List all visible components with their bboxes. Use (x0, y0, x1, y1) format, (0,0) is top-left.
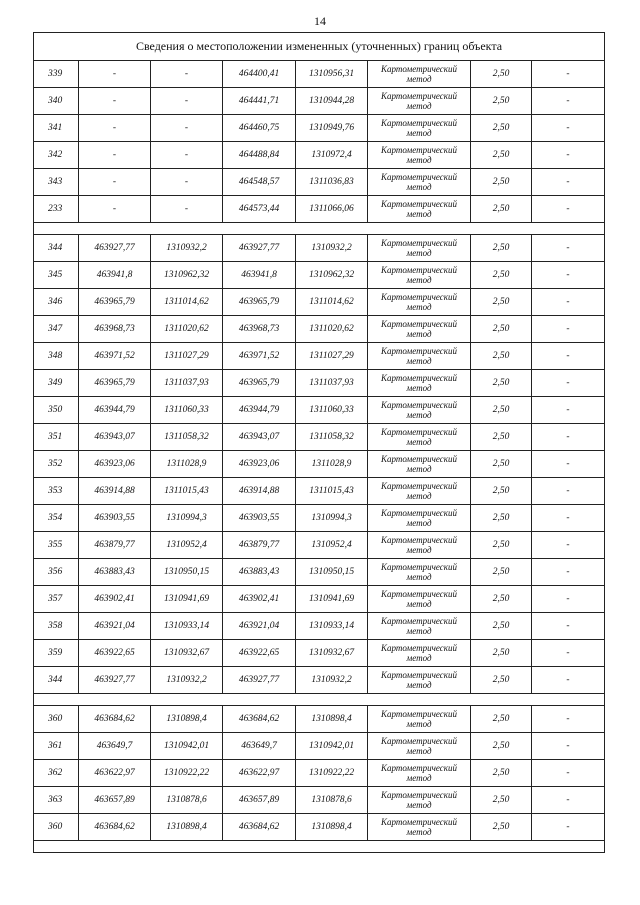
existing-y-cell: 1311028,9 (151, 451, 223, 478)
note-cell: - (532, 760, 605, 787)
point-number-cell: 354 (34, 505, 79, 532)
point-number-cell: 343 (34, 169, 79, 196)
method-cell: Картометрический метод (368, 424, 471, 451)
note-cell: - (532, 787, 605, 814)
section-separator-row (34, 694, 605, 706)
table-title-row (34, 33, 605, 61)
existing-x-cell: - (79, 61, 151, 88)
table-row (34, 532, 605, 559)
refined-x-cell: 463622,97 (223, 760, 296, 787)
section-separator-row (34, 841, 605, 853)
point-number-cell: 363 (34, 787, 79, 814)
method-cell: Картометрический метод (368, 397, 471, 424)
table-row (34, 586, 605, 613)
table-row (34, 61, 605, 88)
existing-y-cell: - (151, 196, 223, 223)
refined-x-cell: 463968,73 (223, 316, 296, 343)
method-cell: Картометрический метод (368, 706, 471, 733)
refined-y-cell: 1310949,76 (296, 115, 368, 142)
refined-x-cell: 463684,62 (223, 706, 296, 733)
existing-x-cell: 463914,88 (79, 478, 151, 505)
note-cell: - (532, 478, 605, 505)
existing-y-cell: 1311014,62 (151, 289, 223, 316)
existing-x-cell: 463902,41 (79, 586, 151, 613)
table-title: Сведения о местоположении измененных (уточненных) границ объекта (34, 33, 605, 61)
method-cell: Картометрический метод (368, 733, 471, 760)
existing-x-cell: 463684,62 (79, 706, 151, 733)
point-number-cell: 345 (34, 262, 79, 289)
note-cell: - (532, 706, 605, 733)
note-cell: - (532, 262, 605, 289)
note-cell: - (532, 532, 605, 559)
method-cell: Картометрический метод (368, 196, 471, 223)
existing-x-cell: 463684,62 (79, 814, 151, 841)
existing-y-cell: 1311020,62 (151, 316, 223, 343)
refined-x-cell: 464548,57 (223, 169, 296, 196)
table-row (34, 706, 605, 733)
existing-x-cell: 463941,8 (79, 262, 151, 289)
existing-y-cell: 1310952,4 (151, 532, 223, 559)
accuracy-cell: 2,50 (471, 760, 532, 787)
section-separator (34, 694, 605, 706)
note-cell: - (532, 115, 605, 142)
existing-x-cell: 463903,55 (79, 505, 151, 532)
table-row (34, 667, 605, 694)
table-row (34, 640, 605, 667)
accuracy-cell: 2,50 (471, 787, 532, 814)
point-number-cell: 357 (34, 586, 79, 613)
refined-x-cell: 464400,41 (223, 61, 296, 88)
existing-x-cell: 463927,77 (79, 667, 151, 694)
refined-y-cell: 1310898,4 (296, 706, 368, 733)
method-cell: Картометрический метод (368, 235, 471, 262)
point-number-cell: 355 (34, 532, 79, 559)
existing-x-cell: - (79, 88, 151, 115)
refined-y-cell: 1310942,01 (296, 733, 368, 760)
refined-x-cell: 463971,52 (223, 343, 296, 370)
note-cell: - (532, 169, 605, 196)
table-row (34, 478, 605, 505)
note-cell: - (532, 370, 605, 397)
refined-y-cell: 1310933,14 (296, 613, 368, 640)
refined-x-cell: 464573,44 (223, 196, 296, 223)
existing-x-cell: 463923,06 (79, 451, 151, 478)
method-cell: Картометрический метод (368, 559, 471, 586)
point-number-cell: 353 (34, 478, 79, 505)
refined-x-cell: 463927,77 (223, 667, 296, 694)
accuracy-cell: 2,50 (471, 115, 532, 142)
method-cell: Картометрический метод (368, 88, 471, 115)
refined-y-cell: 1311037,93 (296, 370, 368, 397)
note-cell: - (532, 814, 605, 841)
accuracy-cell: 2,50 (471, 640, 532, 667)
point-number-cell: 341 (34, 115, 79, 142)
existing-y-cell: 1310932,2 (151, 235, 223, 262)
section-separator (34, 223, 605, 235)
table-row (34, 733, 605, 760)
existing-x-cell: 463965,79 (79, 289, 151, 316)
method-cell: Картометрический метод (368, 478, 471, 505)
method-cell: Картометрический метод (368, 667, 471, 694)
method-cell: Картометрический метод (368, 289, 471, 316)
table-row (34, 343, 605, 370)
refined-x-cell: 463684,62 (223, 814, 296, 841)
refined-x-cell: 463649,7 (223, 733, 296, 760)
refined-x-cell: 464488,84 (223, 142, 296, 169)
refined-y-cell: 1311027,29 (296, 343, 368, 370)
method-cell: Картометрический метод (368, 343, 471, 370)
table-row (34, 196, 605, 223)
existing-x-cell: - (79, 169, 151, 196)
accuracy-cell: 2,50 (471, 289, 532, 316)
existing-x-cell: 463657,89 (79, 787, 151, 814)
existing-x-cell: 463883,43 (79, 559, 151, 586)
note-cell: - (532, 586, 605, 613)
accuracy-cell: 2,50 (471, 478, 532, 505)
method-cell: Картометрический метод (368, 505, 471, 532)
existing-y-cell: - (151, 169, 223, 196)
refined-x-cell: 463914,88 (223, 478, 296, 505)
refined-x-cell: 463921,04 (223, 613, 296, 640)
point-number-cell: 359 (34, 640, 79, 667)
existing-x-cell: 463879,77 (79, 532, 151, 559)
point-number-cell: 356 (34, 559, 79, 586)
table-row (34, 142, 605, 169)
note-cell: - (532, 235, 605, 262)
existing-y-cell: 1311060,33 (151, 397, 223, 424)
refined-y-cell: 1310956,31 (296, 61, 368, 88)
existing-x-cell: 463649,7 (79, 733, 151, 760)
refined-x-cell: 463903,55 (223, 505, 296, 532)
refined-x-cell: 463883,43 (223, 559, 296, 586)
table-row (34, 451, 605, 478)
point-number-cell: 362 (34, 760, 79, 787)
method-cell: Картометрический метод (368, 142, 471, 169)
method-cell: Картометрический метод (368, 169, 471, 196)
existing-y-cell: 1310922,22 (151, 760, 223, 787)
table-row (34, 424, 605, 451)
accuracy-cell: 2,50 (471, 262, 532, 289)
table-row (34, 316, 605, 343)
table-row (34, 169, 605, 196)
table-row (34, 289, 605, 316)
existing-x-cell: 463971,52 (79, 343, 151, 370)
refined-x-cell: 463923,06 (223, 451, 296, 478)
refined-y-cell: 1310944,28 (296, 88, 368, 115)
note-cell: - (532, 559, 605, 586)
existing-y-cell: 1310950,15 (151, 559, 223, 586)
table-row (34, 370, 605, 397)
table-row (34, 235, 605, 262)
method-cell: Картометрический метод (368, 370, 471, 397)
refined-x-cell: 463879,77 (223, 532, 296, 559)
accuracy-cell: 2,50 (471, 706, 532, 733)
note-cell: - (532, 397, 605, 424)
accuracy-cell: 2,50 (471, 142, 532, 169)
note-cell: - (532, 289, 605, 316)
note-cell: - (532, 667, 605, 694)
method-cell: Картометрический метод (368, 115, 471, 142)
boundary-coordinates-table (33, 32, 605, 853)
refined-y-cell: 1311015,43 (296, 478, 368, 505)
refined-y-cell: 1310922,22 (296, 760, 368, 787)
accuracy-cell: 2,50 (471, 559, 532, 586)
refined-x-cell: 463922,65 (223, 640, 296, 667)
note-cell: - (532, 424, 605, 451)
note-cell: - (532, 343, 605, 370)
method-cell: Картометрический метод (368, 613, 471, 640)
method-cell: Картометрический метод (368, 316, 471, 343)
refined-x-cell: 463944,79 (223, 397, 296, 424)
accuracy-cell: 2,50 (471, 667, 532, 694)
method-cell: Картометрический метод (368, 760, 471, 787)
existing-y-cell: 1310941,69 (151, 586, 223, 613)
accuracy-cell: 2,50 (471, 613, 532, 640)
refined-y-cell: 1311066,06 (296, 196, 368, 223)
accuracy-cell: 2,50 (471, 424, 532, 451)
accuracy-cell: 2,50 (471, 316, 532, 343)
method-cell: Картометрический метод (368, 262, 471, 289)
table-row (34, 397, 605, 424)
point-number-cell: 339 (34, 61, 79, 88)
existing-x-cell: 463968,73 (79, 316, 151, 343)
accuracy-cell: 2,50 (471, 451, 532, 478)
table-row (34, 115, 605, 142)
existing-x-cell: - (79, 142, 151, 169)
existing-y-cell: 1310898,4 (151, 706, 223, 733)
table-row (34, 613, 605, 640)
point-number-cell: 351 (34, 424, 79, 451)
refined-y-cell: 1310962,32 (296, 262, 368, 289)
refined-y-cell: 1310972,4 (296, 142, 368, 169)
method-cell: Картометрический метод (368, 787, 471, 814)
refined-x-cell: 464441,71 (223, 88, 296, 115)
refined-y-cell: 1310898,4 (296, 814, 368, 841)
point-number-cell: 350 (34, 397, 79, 424)
accuracy-cell: 2,50 (471, 505, 532, 532)
accuracy-cell: 2,50 (471, 88, 532, 115)
existing-y-cell: 1311027,29 (151, 343, 223, 370)
table-row (34, 88, 605, 115)
refined-x-cell: 464460,75 (223, 115, 296, 142)
table-row (34, 760, 605, 787)
existing-y-cell: 1311015,43 (151, 478, 223, 505)
refined-y-cell: 1310932,67 (296, 640, 368, 667)
refined-y-cell: 1310932,2 (296, 667, 368, 694)
existing-y-cell: 1310994,3 (151, 505, 223, 532)
point-number-cell: 344 (34, 667, 79, 694)
table-row (34, 787, 605, 814)
refined-y-cell: 1310932,2 (296, 235, 368, 262)
note-cell: - (532, 640, 605, 667)
refined-y-cell: 1310941,69 (296, 586, 368, 613)
point-number-cell: 358 (34, 613, 79, 640)
refined-y-cell: 1310994,3 (296, 505, 368, 532)
note-cell: - (532, 142, 605, 169)
refined-y-cell: 1310950,15 (296, 559, 368, 586)
note-cell: - (532, 451, 605, 478)
existing-y-cell: 1310898,4 (151, 814, 223, 841)
point-number-cell: 340 (34, 88, 79, 115)
existing-y-cell: - (151, 115, 223, 142)
method-cell: Картометрический метод (368, 586, 471, 613)
refined-x-cell: 463927,77 (223, 235, 296, 262)
existing-y-cell: 1310962,32 (151, 262, 223, 289)
refined-y-cell: 1310952,4 (296, 532, 368, 559)
table-row (34, 814, 605, 841)
accuracy-cell: 2,50 (471, 235, 532, 262)
table-row (34, 262, 605, 289)
accuracy-cell: 2,50 (471, 586, 532, 613)
note-cell: - (532, 505, 605, 532)
existing-y-cell: 1311058,32 (151, 424, 223, 451)
existing-x-cell: 463622,97 (79, 760, 151, 787)
point-number-cell: 348 (34, 343, 79, 370)
section-separator (34, 841, 605, 853)
method-cell: Картометрический метод (368, 451, 471, 478)
page-number: 14 (314, 14, 326, 28)
note-cell: - (532, 613, 605, 640)
point-number-cell: 360 (34, 814, 79, 841)
refined-x-cell: 463657,89 (223, 787, 296, 814)
refined-y-cell: 1311058,32 (296, 424, 368, 451)
accuracy-cell: 2,50 (471, 343, 532, 370)
accuracy-cell: 2,50 (471, 370, 532, 397)
note-cell: - (532, 733, 605, 760)
method-cell: Картометрический метод (368, 61, 471, 88)
note-cell: - (532, 61, 605, 88)
existing-x-cell: - (79, 115, 151, 142)
existing-x-cell: 463927,77 (79, 235, 151, 262)
existing-x-cell: 463921,04 (79, 613, 151, 640)
refined-x-cell: 463965,79 (223, 289, 296, 316)
point-number-cell: 342 (34, 142, 79, 169)
existing-y-cell: - (151, 61, 223, 88)
accuracy-cell: 2,50 (471, 733, 532, 760)
existing-y-cell: 1310878,6 (151, 787, 223, 814)
existing-x-cell: 463943,07 (79, 424, 151, 451)
existing-x-cell: 463922,65 (79, 640, 151, 667)
existing-y-cell: - (151, 142, 223, 169)
refined-y-cell: 1311036,83 (296, 169, 368, 196)
existing-x-cell: 463944,79 (79, 397, 151, 424)
accuracy-cell: 2,50 (471, 196, 532, 223)
note-cell: - (532, 196, 605, 223)
refined-y-cell: 1311028,9 (296, 451, 368, 478)
refined-x-cell: 463943,07 (223, 424, 296, 451)
refined-y-cell: 1311014,62 (296, 289, 368, 316)
existing-y-cell: 1311037,93 (151, 370, 223, 397)
method-cell: Картометрический метод (368, 640, 471, 667)
point-number-cell: 349 (34, 370, 79, 397)
point-number-cell: 347 (34, 316, 79, 343)
refined-y-cell: 1311060,33 (296, 397, 368, 424)
accuracy-cell: 2,50 (471, 814, 532, 841)
refined-x-cell: 463941,8 (223, 262, 296, 289)
refined-x-cell: 463965,79 (223, 370, 296, 397)
note-cell: - (532, 88, 605, 115)
existing-y-cell: - (151, 88, 223, 115)
existing-y-cell: 1310933,14 (151, 613, 223, 640)
section-separator-row (34, 223, 605, 235)
existing-y-cell: 1310932,67 (151, 640, 223, 667)
refined-y-cell: 1310878,6 (296, 787, 368, 814)
accuracy-cell: 2,50 (471, 532, 532, 559)
existing-x-cell: - (79, 196, 151, 223)
refined-x-cell: 463902,41 (223, 586, 296, 613)
table-row (34, 559, 605, 586)
accuracy-cell: 2,50 (471, 61, 532, 88)
existing-x-cell: 463965,79 (79, 370, 151, 397)
point-number-cell: 233 (34, 196, 79, 223)
method-cell: Картометрический метод (368, 532, 471, 559)
point-number-cell: 360 (34, 706, 79, 733)
accuracy-cell: 2,50 (471, 169, 532, 196)
point-number-cell: 361 (34, 733, 79, 760)
accuracy-cell: 2,50 (471, 397, 532, 424)
existing-y-cell: 1310942,01 (151, 733, 223, 760)
note-cell: - (532, 316, 605, 343)
point-number-cell: 344 (34, 235, 79, 262)
method-cell: Картометрический метод (368, 814, 471, 841)
table-row (34, 505, 605, 532)
point-number-cell: 346 (34, 289, 79, 316)
point-number-cell: 352 (34, 451, 79, 478)
existing-y-cell: 1310932,2 (151, 667, 223, 694)
refined-y-cell: 1311020,62 (296, 316, 368, 343)
